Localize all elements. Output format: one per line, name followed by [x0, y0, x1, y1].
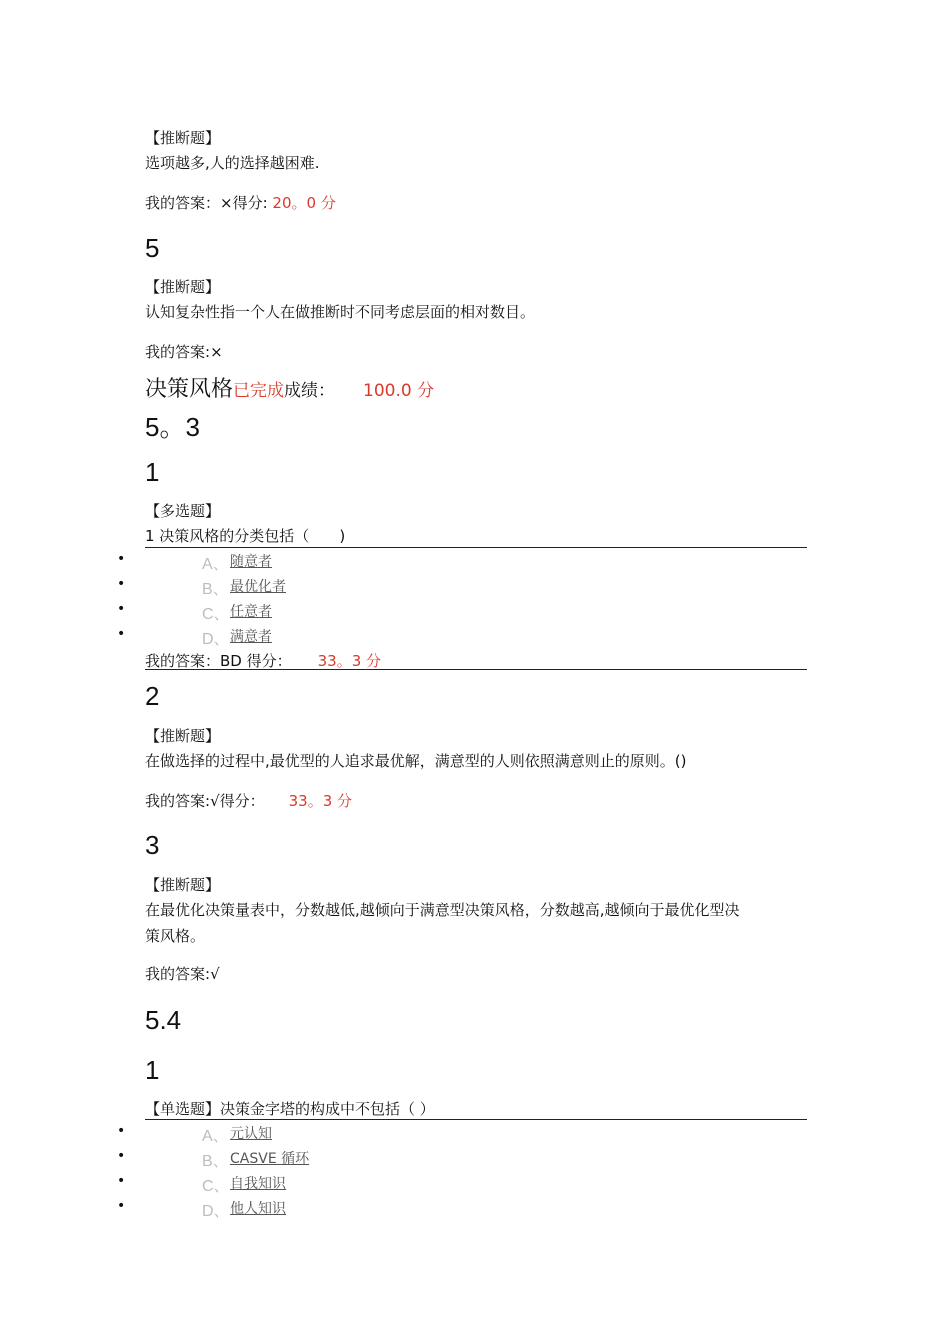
score-value: 33。3 分	[317, 652, 382, 670]
cross-mark-icon: ×	[210, 343, 223, 361]
answer-line	[145, 341, 223, 362]
section-title: 决策风格	[145, 377, 234, 402]
total-score-value: 100.0 分	[363, 381, 435, 401]
question-number: 5	[145, 233, 160, 263]
answer-label: 我的答案:	[145, 343, 211, 361]
option-text[interactable]: CASVE 循环	[230, 1151, 310, 1167]
answer-label: 我的答案:	[145, 965, 211, 983]
divider	[145, 669, 807, 670]
bullet-icon: •	[117, 1198, 126, 1214]
option-text[interactable]: 随意者	[230, 554, 272, 570]
answer-line	[145, 192, 336, 213]
bullet-icon: •	[117, 1148, 126, 1164]
answer-label: 我的答案：	[145, 194, 221, 212]
question-type: 【推断题】	[145, 876, 221, 894]
question-number: 2	[145, 681, 160, 711]
answer-line	[145, 963, 220, 984]
answer-label: 我的答案:	[145, 792, 211, 810]
score-label: 成绩：	[284, 381, 336, 401]
option-letter: D、	[202, 1203, 230, 1220]
divider	[145, 1119, 807, 1120]
option-letter: A、	[202, 1128, 229, 1145]
bullet-icon: •	[117, 1123, 126, 1139]
bullet-icon: •	[117, 601, 126, 617]
option-letter: B、	[202, 1153, 229, 1170]
option-letter: C、	[202, 606, 230, 623]
question-text: 选项越多,人的选择越困难.	[145, 154, 320, 172]
question-number: 1	[145, 457, 160, 487]
option-text[interactable]: 任意者	[230, 604, 272, 620]
section-heading: 5.4	[145, 1005, 182, 1035]
answer-label: 我的答案：BD 得分：	[145, 652, 292, 670]
bullet-icon: •	[117, 576, 126, 592]
score-label: 得分：	[219, 792, 265, 810]
question-number: 3	[145, 830, 160, 860]
option-text[interactable]: 他人知识	[230, 1201, 286, 1217]
score-value: 33。3 分	[288, 792, 353, 810]
bullet-icon: •	[117, 1173, 126, 1189]
section-header	[145, 372, 434, 403]
option-text[interactable]: 满意者	[230, 629, 272, 645]
cross-mark-icon: ×	[220, 194, 233, 212]
answer-line	[145, 650, 381, 671]
question-text-continued: 策风格。	[145, 927, 206, 945]
question-number: 1	[145, 1055, 160, 1085]
question-type: 【推断题】	[145, 129, 221, 147]
score-label: 得分:	[232, 194, 273, 212]
check-mark-icon: √	[210, 792, 220, 810]
option-letter: D、	[202, 631, 230, 648]
option-letter: C、	[202, 1178, 230, 1195]
question-type: 【多选题】	[145, 502, 221, 520]
divider	[145, 547, 807, 548]
completion-status: 已完成	[233, 381, 285, 401]
question-text: 【单选题】决策金字塔的构成中不包括（ ）	[145, 1100, 435, 1118]
question-type: 【推断题】	[145, 278, 221, 296]
question-text: 1 决策风格的分类包括（ )	[145, 527, 346, 545]
option-text[interactable]: 自我知识	[230, 1176, 286, 1192]
section-heading: 5。3	[145, 412, 200, 442]
question-text: 在做选择的过程中,最优型的人追求最优解，满意型的人则依照满意则止的原则。()	[145, 752, 687, 770]
option-text[interactable]: 元认知	[230, 1126, 272, 1142]
answer-line	[145, 790, 352, 811]
option-text[interactable]: 最优化者	[230, 579, 286, 595]
option-letter: A、	[202, 556, 229, 573]
score-value: 20。0 分	[272, 194, 336, 212]
bullet-icon: •	[117, 626, 126, 642]
question-type: 【推断题】	[145, 727, 221, 745]
question-text: 认知复杂性指一个人在做推断时不同考虑层面的相对数目。	[145, 303, 536, 321]
question-text: 在最优化决策量表中，分数越低,越倾向于满意型决策风格，分数越高,越倾向于最优化型决	[145, 901, 740, 919]
bullet-icon: •	[117, 551, 126, 567]
option-letter: B、	[202, 581, 229, 598]
check-mark-icon: √	[210, 965, 220, 983]
